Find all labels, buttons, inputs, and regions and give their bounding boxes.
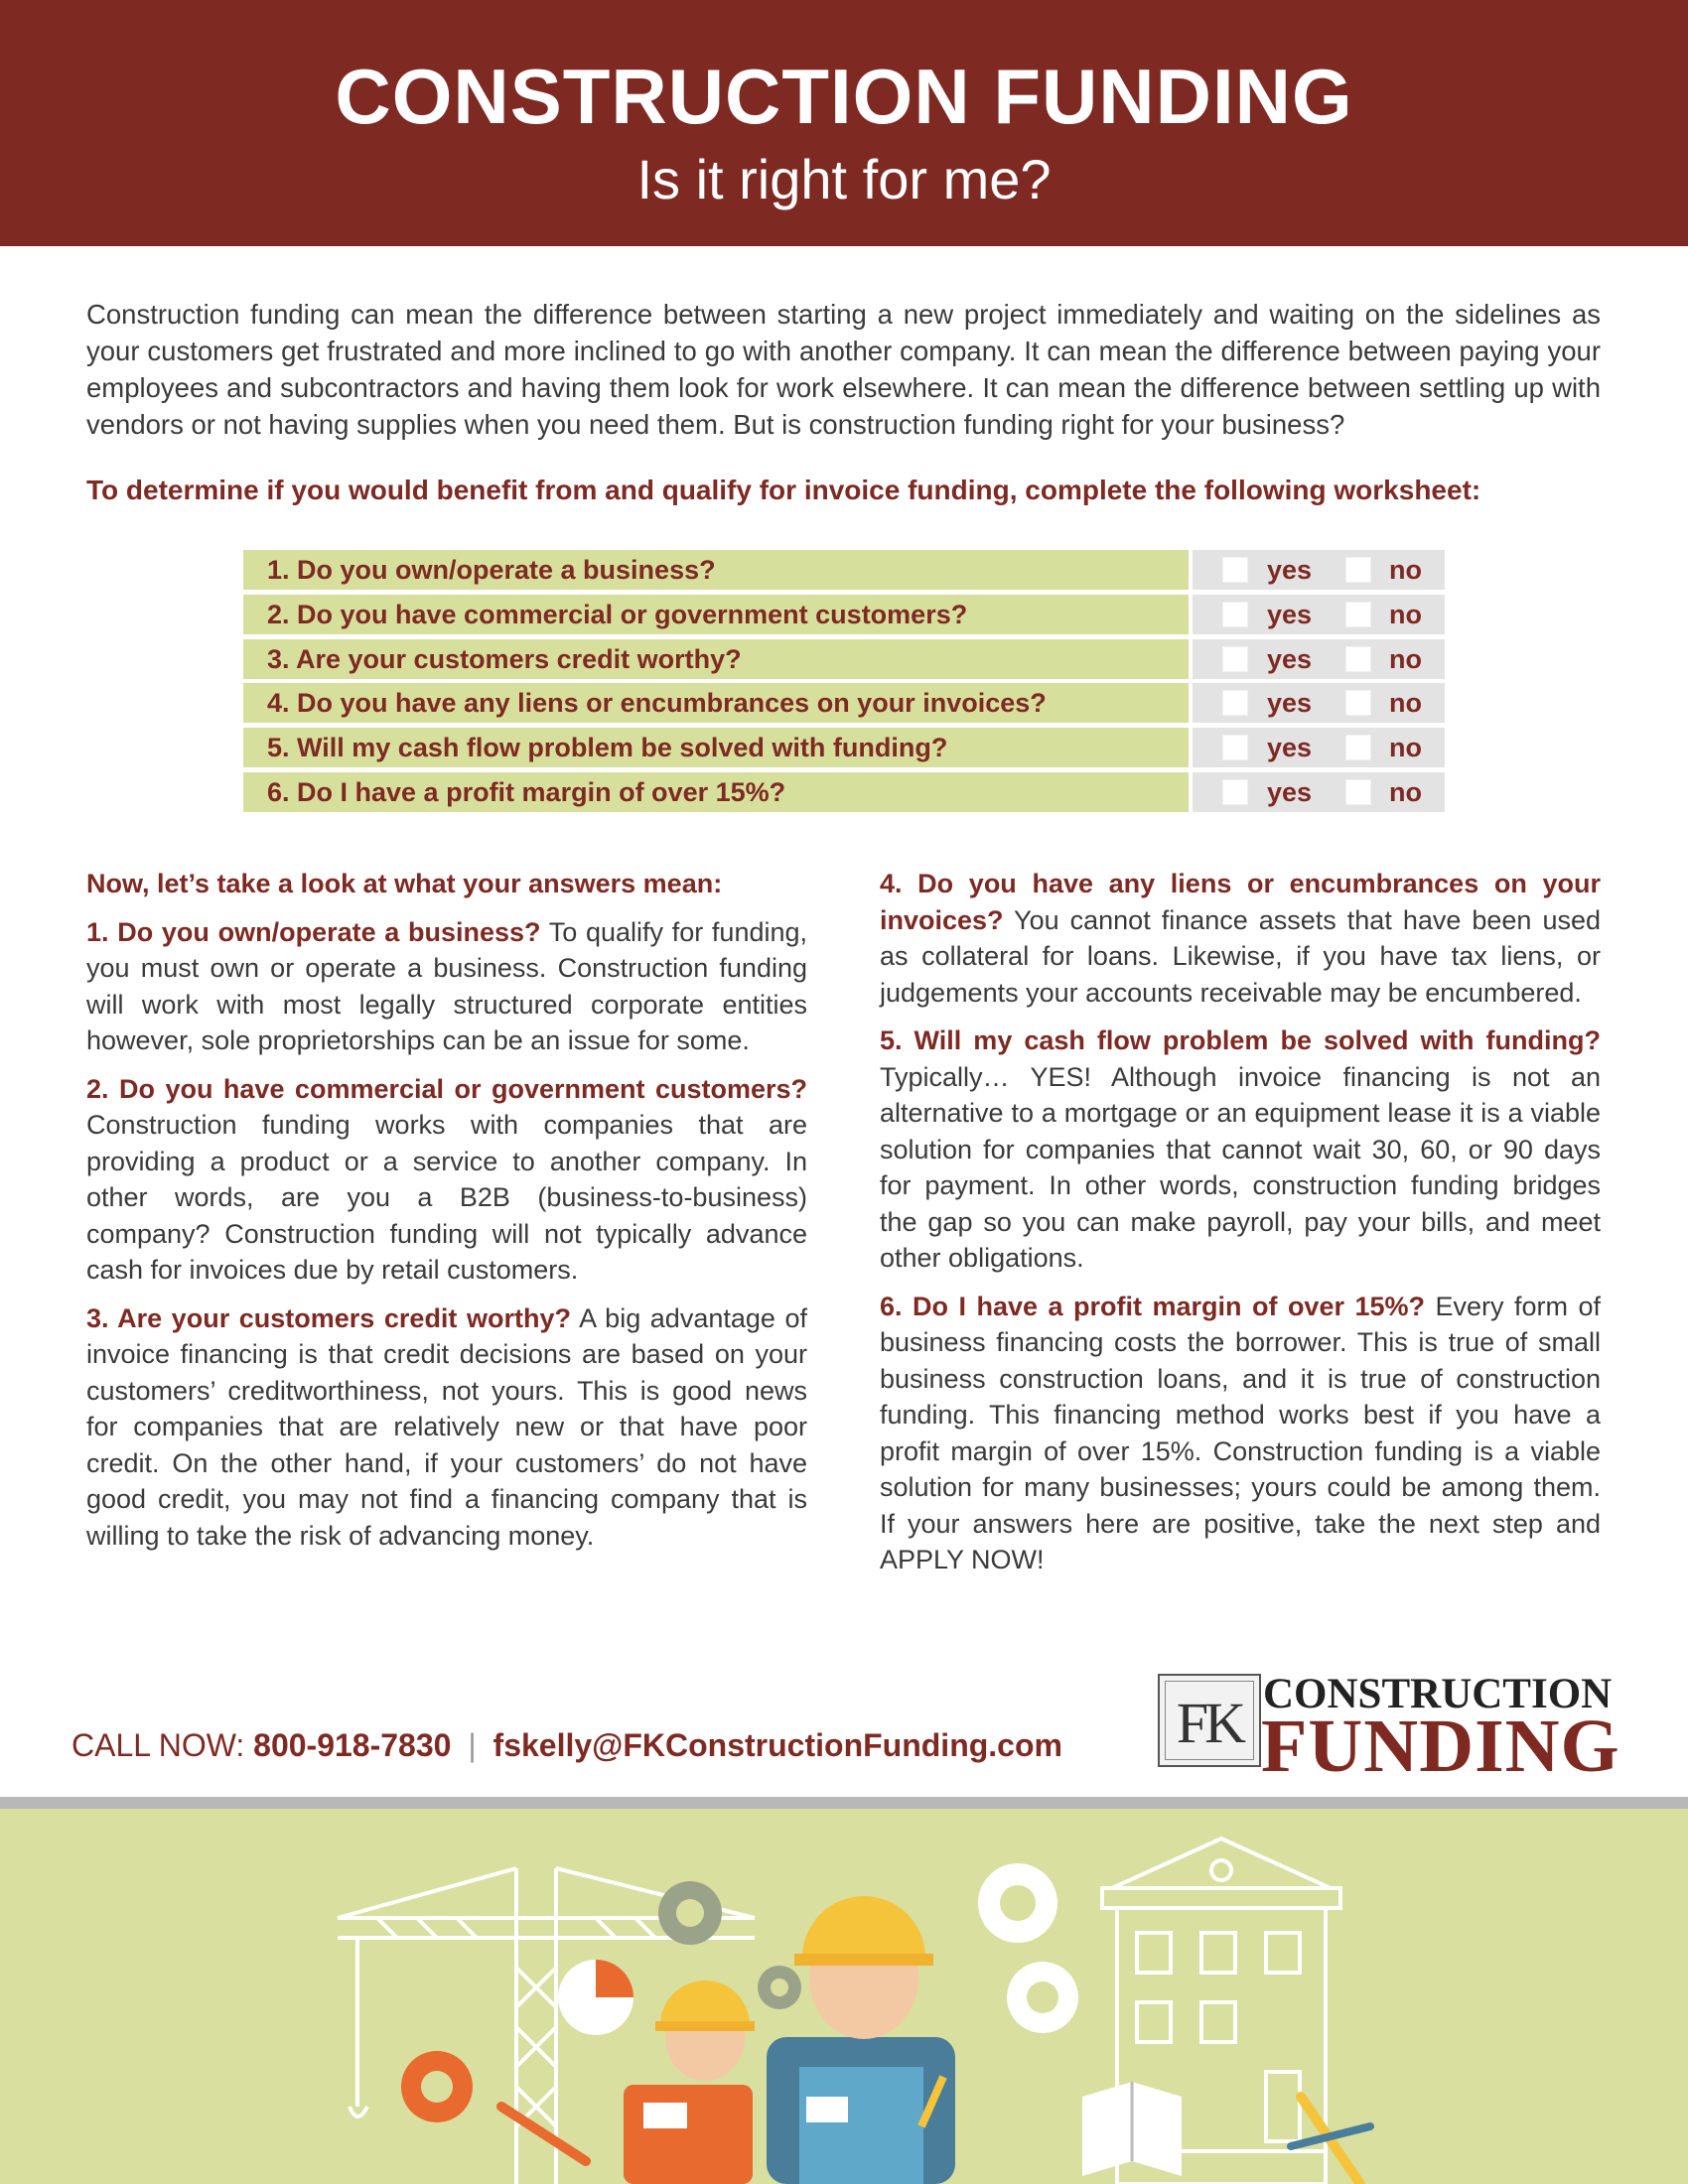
phone-link[interactable]: 800-918-7830 <box>253 1727 452 1763</box>
yes-checkbox[interactable] <box>1222 779 1248 805</box>
footer-illustration <box>0 1809 1688 2184</box>
no-checkbox[interactable] <box>1345 557 1371 583</box>
no-checkbox[interactable] <box>1345 690 1371 716</box>
yes-label: yes <box>1267 733 1313 763</box>
gear-icon <box>401 1863 1078 2122</box>
answer-paragraph <box>880 1023 1601 1277</box>
worksheet-answers <box>1193 728 1445 767</box>
header-banner <box>0 0 1688 246</box>
page-title: CONSTRUCTION FUNDING <box>335 53 1353 140</box>
no-label: no <box>1389 688 1422 719</box>
footer-divider <box>0 1797 1688 1809</box>
worksheet-row <box>243 639 1445 679</box>
answer-paragraph <box>880 866 1601 1011</box>
answer-text: Every form of business financing costs the borrower. This is true of small business construction loans, and it is true of construction funding. This financing method works best if you have a profit margin of over 15%. Construction funding is a viable solution for many businesses; yours could be among them. If your answers here are positive, take the next step and APPLY NOW! <box>880 1291 1601 1574</box>
no-label: no <box>1389 599 1422 629</box>
answer-question: 5. Will my cash flow problem be solved with funding? <box>880 1025 1601 1055</box>
contact-line <box>71 1727 1062 1764</box>
answer-text: A big advantage of invoice financing is that credit decisions are based on your customers’ creditworthiness, not yours. This is good news for companies that are relatively new or that have poor credit. On the other hand, if your customers’ do not have good credit, you may not find a financing company that is willing to take the risk of advancing money. <box>86 1302 807 1551</box>
worksheet-answers <box>1193 772 1445 812</box>
no-label: no <box>1389 776 1422 807</box>
no-label: no <box>1389 733 1422 763</box>
email-link[interactable]: fskelly@FKConstructionFunding.com <box>492 1727 1062 1763</box>
worksheet-row <box>243 550 1445 590</box>
answer-paragraph <box>86 1071 807 1289</box>
worksheet-answers <box>1193 683 1445 723</box>
yes-label: yes <box>1267 688 1313 719</box>
answer-paragraph <box>880 1289 1601 1578</box>
yes-label: yes <box>1267 776 1313 807</box>
answer-text: To qualify for funding, you must own or operate a business. Construction funding will work with most legally structured corporate entities however, sole proprietorships can be an issue for some. <box>86 916 808 1055</box>
answers-column-right <box>880 866 1601 1590</box>
answer-text: Typically… YES! Although invoice financing is not an alternative to a mortgage or an equipment lease it is a viable solution for companies that cannot wait 30, 60, or 90 days for payment. In other words, construction funding bridges the gap so you can make payroll, pay your bills, and meet other obligations. <box>880 1061 1601 1273</box>
answer-question: 3. Are your customers credit worthy? <box>86 1302 571 1333</box>
worksheet-answers <box>1193 595 1445 634</box>
blueprint-icon <box>1082 2082 1182 2176</box>
screwdriver-icon <box>1291 2097 1370 2184</box>
worksheet-row <box>243 772 1445 812</box>
answer-text: Construction funding works with companies that are providing a product or a service to another company. In other words, are you a B2B (business-to-business) company? Construction funding will not typically advance cash for invoices due by retail customers. <box>86 1110 807 1285</box>
yes-label: yes <box>1267 555 1313 585</box>
worker-icon <box>624 1980 755 2184</box>
pie-chart-icon <box>558 1960 633 2035</box>
page-subtitle: Is it right for me? <box>636 148 1052 210</box>
worksheet-question: 5. Will my cash flow problem be solved with funding? <box>243 728 1189 767</box>
answer-paragraph <box>86 914 807 1059</box>
answer-question: 2. Do you have commercial or government customers? <box>86 1073 807 1104</box>
logo-monogram <box>1158 1674 1261 1767</box>
worksheet-question: 3. Are your customers credit worthy? <box>243 639 1189 679</box>
worksheet-question: 2. Do you have commercial or government customers? <box>243 595 1189 634</box>
answer-question: 6. Do I have a profit margin of over 15%? <box>880 1291 1425 1321</box>
worksheet-answers <box>1193 639 1445 679</box>
no-checkbox[interactable] <box>1345 646 1371 672</box>
answer-question: 4. Do you have any liens or encumbrances on your invoices? <box>880 869 1601 935</box>
worksheet-question: 4. Do you have any liens or encumbrances on your invoices? <box>243 683 1189 723</box>
answer-text: You cannot finance assets that have been used as collateral for loans. Likewise, if you have tax liens, or judgements your accounts receivable may be encumbered. <box>880 904 1601 1008</box>
answer-question: 1. Do you own/operate a business? <box>86 916 541 947</box>
intro-paragraph: Construction funding can mean the difference between starting a new project immediately and waiting on the sidelines as your customers get frustrated and more inclined to go with another company. It can mean the difference between paying your employees and subcontractors and having them look for work elsewhere. It can mean the difference between settling up with vendors or not having supplies when you need them. But is construction funding right for your business? <box>86 299 1601 440</box>
worksheet-row <box>243 728 1445 767</box>
yes-checkbox[interactable] <box>1222 690 1248 716</box>
no-label: no <box>1389 555 1422 585</box>
no-label: no <box>1389 643 1422 674</box>
logo-text-construction: CONSTRUCTION <box>1263 1671 1613 1717</box>
yes-checkbox[interactable] <box>1222 646 1248 672</box>
worksheet-question: 1. Do you own/operate a business? <box>243 550 1189 590</box>
worksheet-intro: To determine if you would benefit from and qualify for invoice funding, complete the following worksheet: <box>86 475 1481 505</box>
logo-monogram-text: FK <box>1176 1691 1243 1755</box>
worksheet-question: 6. Do I have a profit margin of over 15%? <box>243 772 1189 812</box>
worker-icon <box>767 1896 955 2184</box>
yes-label: yes <box>1267 643 1313 674</box>
yes-checkbox[interactable] <box>1222 602 1248 627</box>
contact-separator: | <box>468 1727 477 1763</box>
call-now-label: CALL NOW: <box>71 1727 245 1763</box>
answer-paragraph <box>86 1300 807 1555</box>
worksheet-answers <box>1193 550 1445 590</box>
worksheet-table <box>243 550 1445 817</box>
no-checkbox[interactable] <box>1345 602 1371 627</box>
answers-column-left <box>86 866 807 1566</box>
no-checkbox[interactable] <box>1345 735 1371 760</box>
yes-checkbox[interactable] <box>1222 735 1248 760</box>
worksheet-row <box>243 683 1445 723</box>
answers-heading: Now, let’s take a look at what your answers mean: <box>86 869 723 898</box>
construction-illustration <box>0 1809 1688 2184</box>
logo-text-funding: FUNDING <box>1261 1705 1620 1788</box>
no-checkbox[interactable] <box>1345 779 1371 805</box>
yes-checkbox[interactable] <box>1222 557 1248 583</box>
worksheet-row <box>243 595 1445 634</box>
yes-label: yes <box>1267 599 1313 629</box>
